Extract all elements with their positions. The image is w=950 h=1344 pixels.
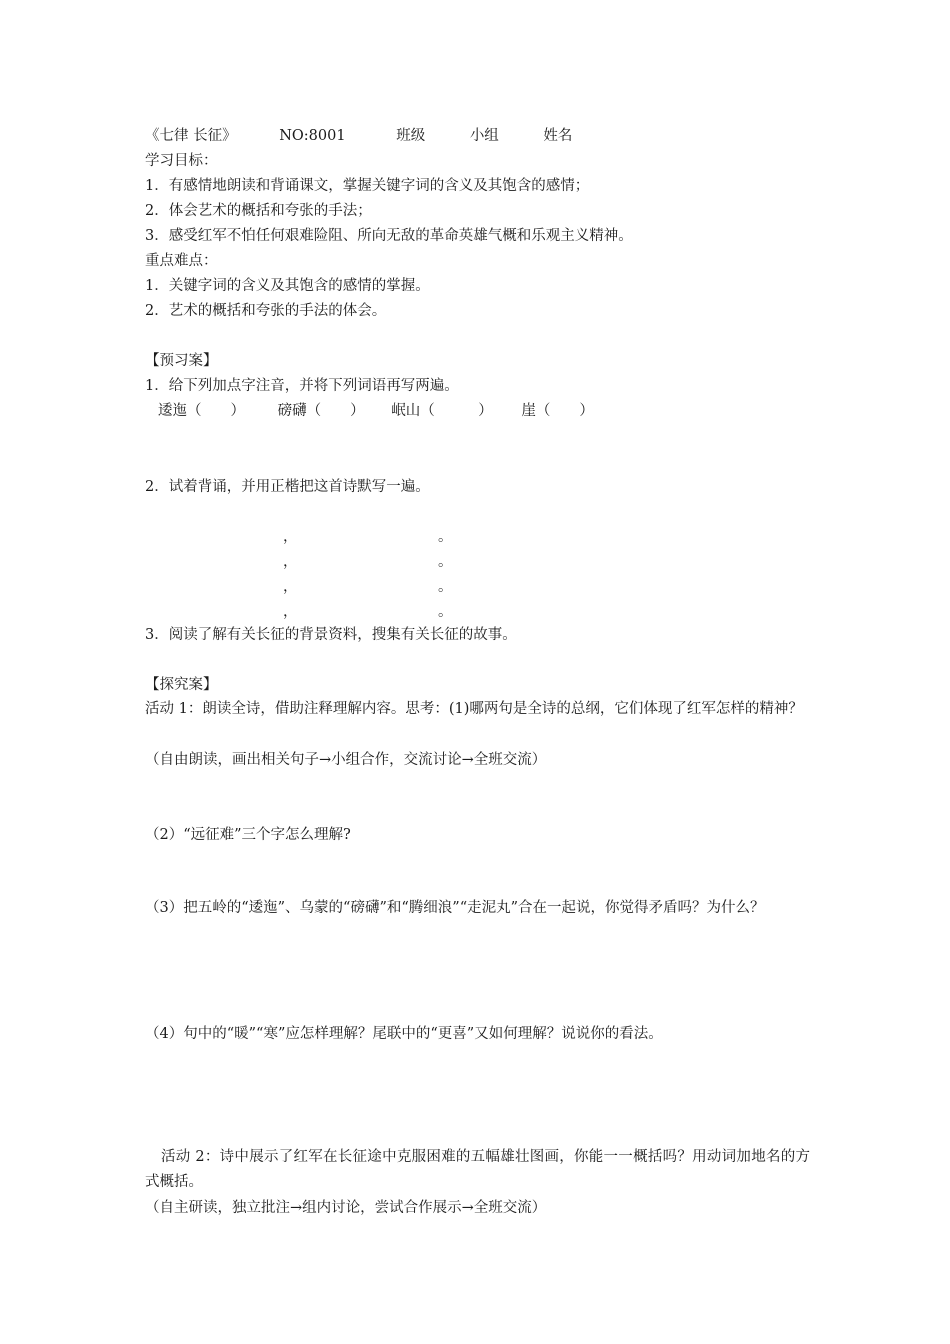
explore-question-4: （4）句中的“暖”“寒”应怎样理解？尾联中的“更喜”又如何理解？说说你的看法。: [145, 1026, 663, 1042]
key-point-item: 2．艺术的概括和夸张的手法的体会。: [145, 303, 387, 319]
activity-1: 活动 1：朗读全诗，借助注释理解内容。思考：(1)哪两句是全诗的总纲，它们体现了红军怎样的精神？: [145, 701, 803, 717]
group-label: 小组: [469, 128, 499, 144]
dictation-period: 。: [438, 579, 453, 595]
document-header: [145, 126, 572, 146]
class-label: 班级: [396, 128, 426, 144]
document-number: NO:8001: [279, 128, 346, 144]
objective-item: 2．体会艺术的概括和夸张的手法；: [145, 203, 372, 219]
lesson-title: 《七律 长征》: [145, 128, 237, 144]
dictation-period: 。: [438, 554, 453, 570]
dictation-comma: ，: [283, 579, 298, 595]
dictation-period: 。: [438, 529, 453, 545]
activity-2-note: （自主研读，独立批注→组内讨论，尝试合作展示→全班交流）: [145, 1200, 547, 1216]
objectives-heading: 学习目标：: [145, 153, 218, 169]
dictation-comma: ，: [283, 554, 298, 570]
explore-question-3: （3）把五岭的“逶迤”、乌蒙的“磅礴”和“腾细浪”“走泥丸”合在一起说，你觉得矛盾吗？为什么？: [145, 900, 765, 916]
word-pangbo: 磅礴（ ）: [277, 403, 365, 419]
explore-heading: 【探究案】: [145, 677, 218, 693]
word-minshan: 岷山（ ）: [391, 403, 493, 419]
objective-item: 3．感受红军不怕任何艰难险阻、所向无敌的革命英雄气概和乐观主义精神。: [145, 228, 633, 244]
activity-1-note: （自由朗读，画出相关句子→小组合作，交流讨论→全班交流）: [145, 752, 547, 768]
dictation-period: 。: [438, 604, 453, 620]
objective-item: 1．有感情地朗读和背诵课文，掌握关键字词的含义及其饱含的感情；: [145, 178, 590, 194]
pinyin-word-list: [158, 401, 594, 421]
activity-2: 活动 2：诗中展示了红军在长征途中克服困难的五幅雄壮图画，你能一一概括吗？用动词加地名的方式概括。: [145, 1149, 810, 1190]
dictation-comma: ，: [283, 529, 298, 545]
key-point-item: 1．关键字词的含义及其饱含的感情的掌握。: [145, 278, 430, 294]
name-label: 姓名: [543, 128, 573, 144]
preview-question-2: 2．试着背诵，并用正楷把这首诗默写一遍。: [145, 479, 430, 495]
preview-heading: 【预习案】: [145, 353, 218, 369]
word-weiyi: 逶迤（ ）: [158, 403, 245, 419]
preview-question-1: 1．给下列加点字注音，并将下列词语再写两遍。: [145, 378, 459, 394]
dictation-comma: ，: [283, 604, 298, 620]
key-points-heading: 重点难点：: [145, 253, 218, 269]
explore-question-2: （2）“远征难”三个字怎么理解?: [145, 827, 351, 843]
preview-question-3: 3．阅读了解有关长征的背景资料，搜集有关长征的故事。: [145, 627, 517, 643]
word-ya: 崖（ ）: [521, 403, 594, 419]
